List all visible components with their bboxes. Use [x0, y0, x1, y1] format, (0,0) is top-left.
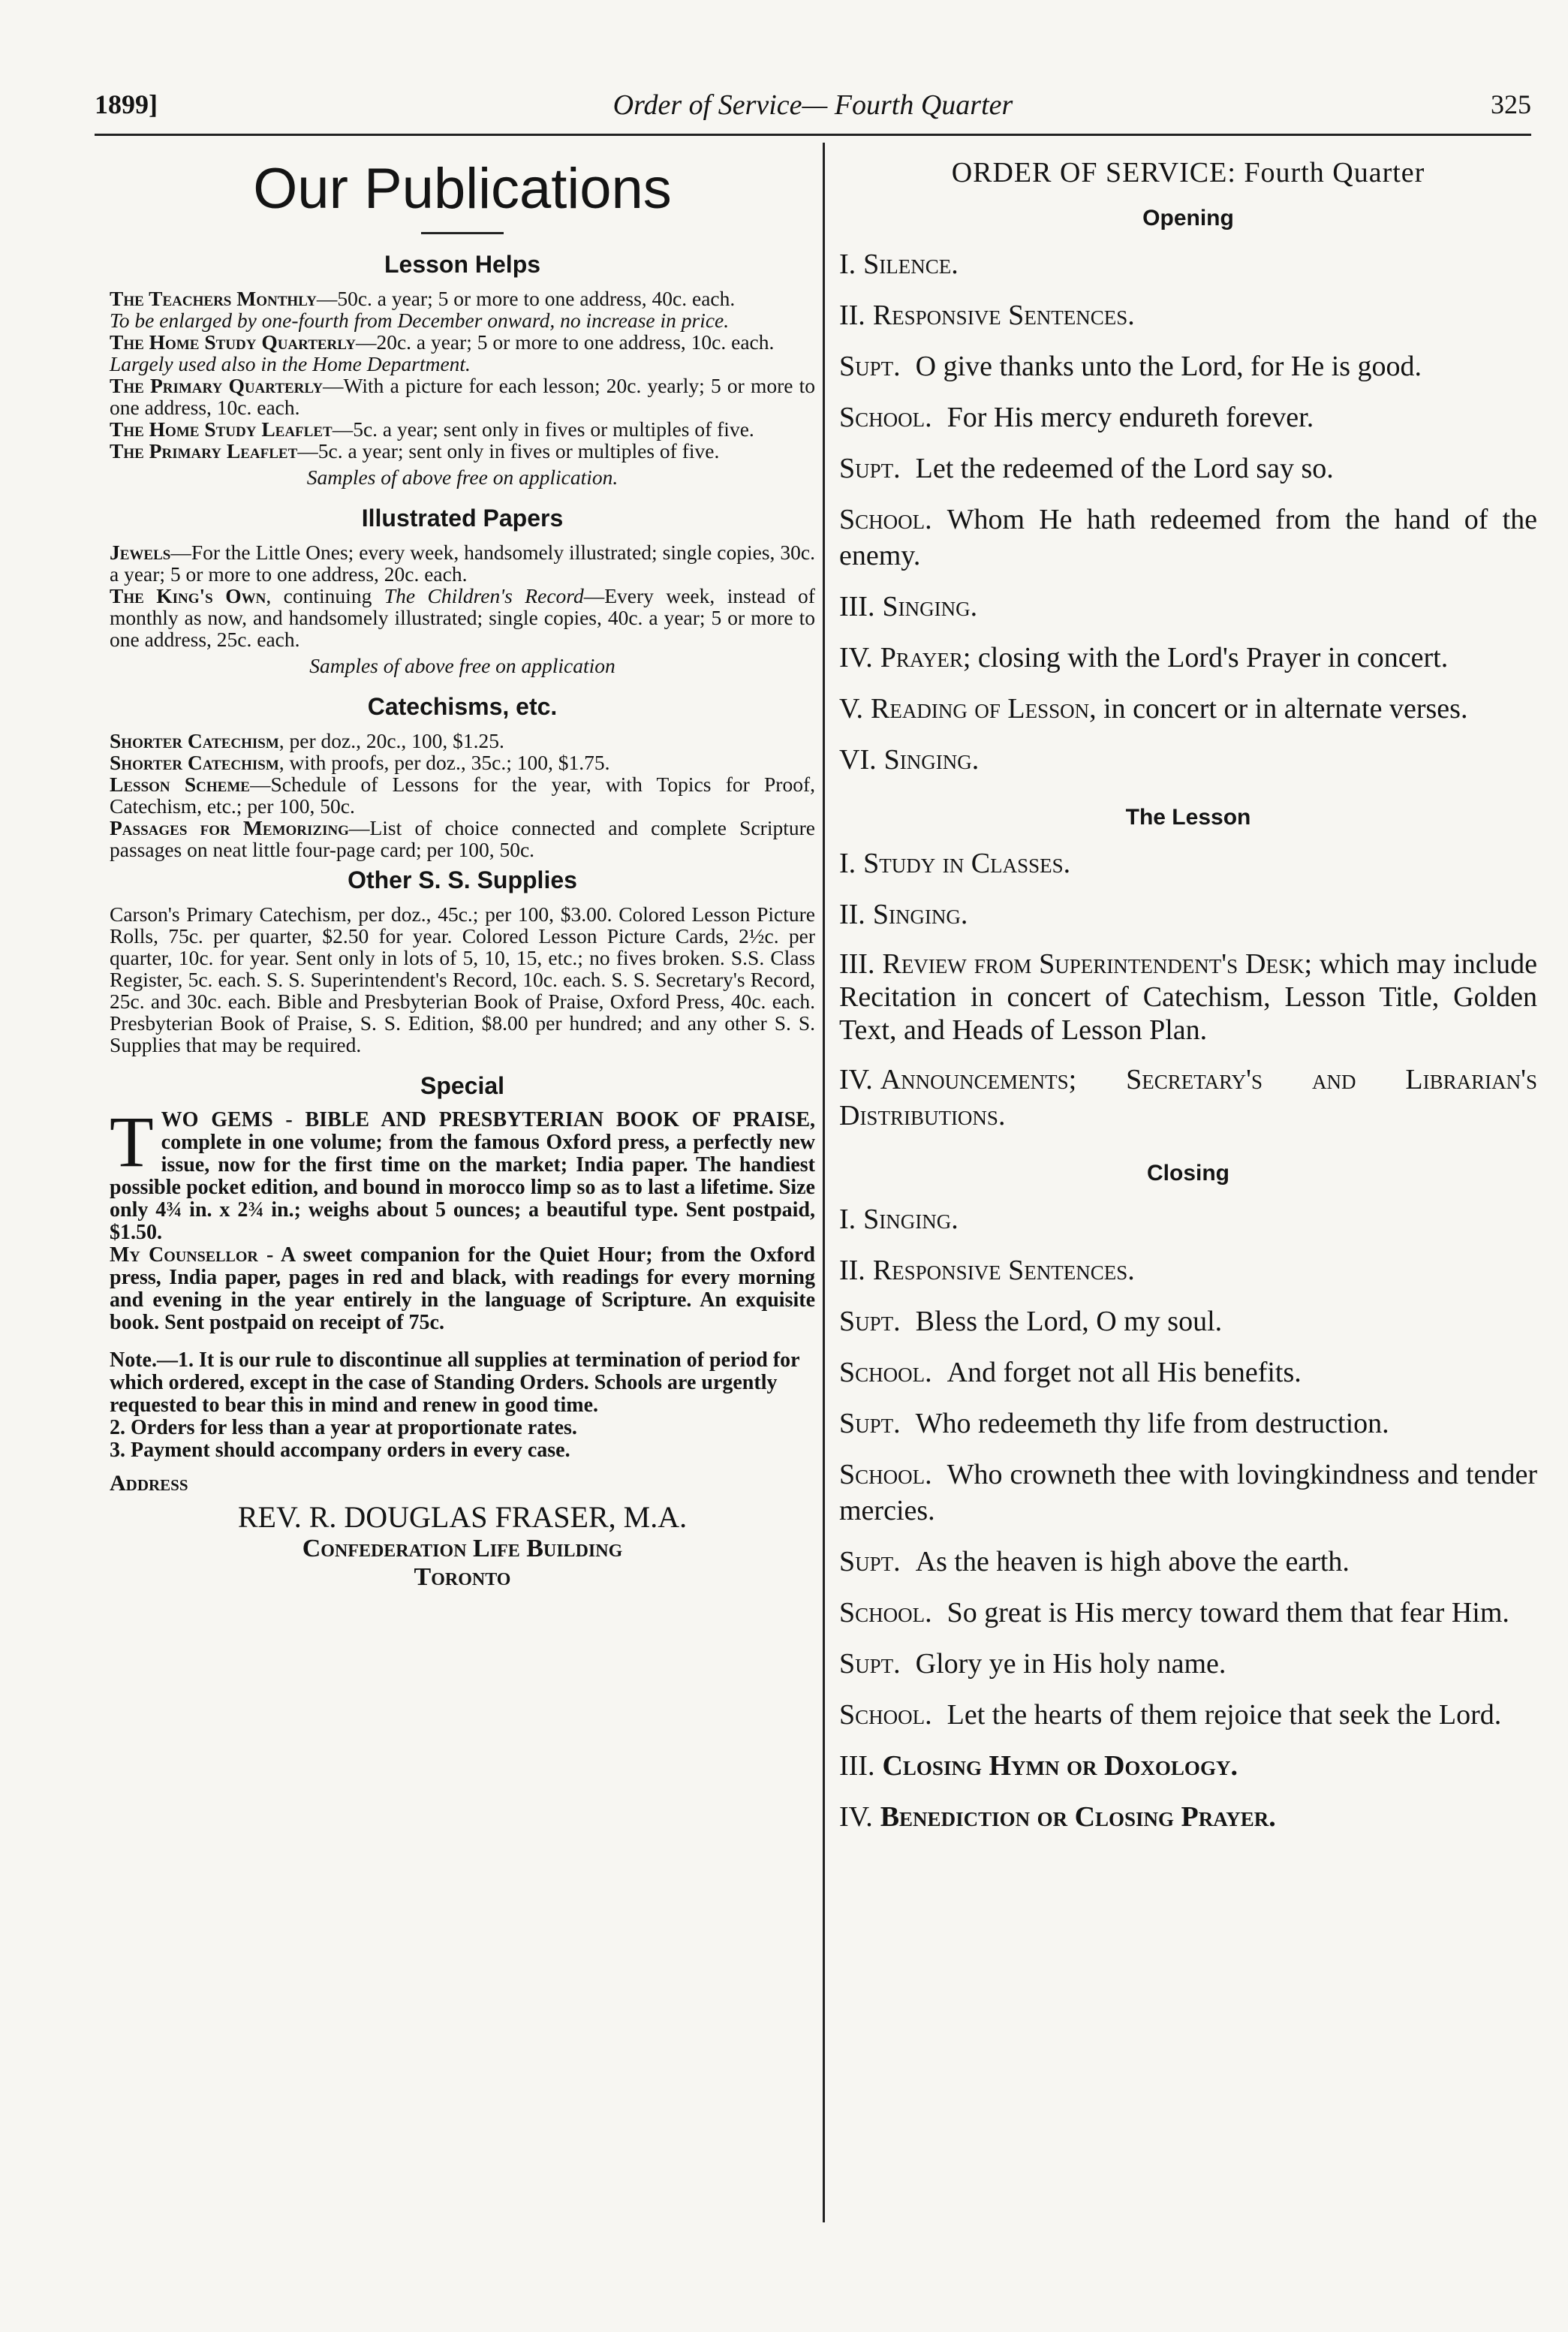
right-column [839, 150, 1537, 1850]
closing-response-7: Supt. Glory ye in His holy name. [839, 1648, 1226, 1680]
closing-response-2: School. And forget not all His benefits. [839, 1357, 1302, 1388]
opening-heading: Opening [1142, 206, 1234, 230]
closing-response-5: Supt. As the heaven is high above the earth. [839, 1546, 1350, 1577]
supplies-text: Carson's Primary Catechism, per doz., 45c.; per 100, $3.00. Colored Lesson Picture Rolls, 75c. per quarter, $2.50 for year. Colored Lesson Picture Cards, 2½c. per quarter, 10c. for year. Sent only in lots of 5, 10, 15, etc.; no fives broken. S.S. Class Register, 5c. each. S. S. Superintendent's Record, 10c. each. S. S. Secretary's Record, 25c. and 30c. each. Bible and Presbyterian Book of Praise, Oxford Press, 40c. each. Presbyterian Book of Praise, S. S. Edition, $8.00 per hundred; and any other S. S. Supplies that may be required. [110, 902, 815, 1056]
opening-item-4: IV. Prayer; closing with the Lord's Prayer in concert. [839, 642, 1449, 673]
closing-response-1: Supt. Bless the Lord, O my soul. [839, 1306, 1223, 1337]
lesson-item-4: IV. Announcements; Secretary's and Librarian's Distributions. [839, 1064, 1537, 1131]
my-counsellor: My Counsellor - A sweet companion for the Quiet Hour; from the Oxford press, India paper, pages in red and black, with readings for every morning and evening in the year entirely in the language of Scripture. An exquisite book. Sent postpaid on receipt of 75c. [110, 1243, 815, 1334]
illustrated-samples: Samples of above free on application [309, 654, 615, 677]
opening-response-2: School. For His mercy endureth forever. [839, 402, 1314, 433]
closing-response-6: School. So great is His mercy toward them that fear Him. [839, 1597, 1509, 1628]
opening-item-5: V. Reading of Lesson, in concert or in alternate verses. [839, 693, 1468, 725]
title-rule [421, 232, 504, 234]
passages-memorizing: Passages for Memorizing—List of choice connected and complete Scripture passages on neat little four-page card; per 100, 50c. [110, 816, 815, 861]
header-year: 1899] [95, 89, 158, 119]
lesson-helps-samples: Samples of above free on application. [306, 465, 618, 489]
order-of-service-title: ORDER OF SERVICE: Fourth Quarter [951, 157, 1425, 188]
opening-response-1: Supt. O give thanks unto the Lord, for He is good. [839, 351, 1422, 382]
closing-response-3: Supt. Who redeemeth thy life from destruction. [839, 1408, 1389, 1439]
address-building: Confederation Life Building [302, 1535, 623, 1562]
note-2: 2. Orders for less than a year at proportionate rates. [110, 1416, 577, 1439]
header-rule [95, 134, 1531, 136]
column-divider [823, 143, 825, 2222]
teachers-monthly-note: To be enlarged by one-fourth from December onward, no increase in price. [110, 309, 730, 332]
closing-heading: Closing [1147, 1161, 1229, 1186]
two-gems: TWO GEMS - BIBLE AND PRESBYTERIAN BOOK OF PRAISE, complete in one volume; from the famous Oxford press, a perfectly new issue, now for the first time on the market; India paper. The handiest possible pocket edition, and bound in morocco limp so as to last a lifetime. Size only 4¾ in. x 2¾ in.; weighs about 5 ounces; a beautiful type. Sent postpaid, $1.50. [110, 1101, 815, 1244]
jewels: Jewels—For the Little Ones; every week, handsomely illustrated; single copies, 30c. a year; 5 or more to one address, 20c. each. [110, 541, 815, 586]
home-study-quarterly-note: Largely used also in the Home Department. [110, 352, 471, 375]
address-city: Toronto [414, 1563, 511, 1591]
opening-response-4: School. Whom He hath redeemed from the hand of the enemy. [839, 504, 1537, 571]
closing-item-4: IV. Benediction or Closing Prayer. [839, 1801, 1276, 1833]
page-number: 325 [1491, 89, 1531, 119]
left-column [110, 150, 815, 1592]
primary-quarterly: The Primary Quarterly—With a picture for each lesson; 20c. yearly; 5 or more to one address, 10c. each. [110, 374, 815, 419]
notes [110, 1349, 815, 1462]
publications-title: Our Publications [253, 157, 672, 221]
primary-leaflet: The Primary Leaflet—5c. a year; sent only in fives or multiples of five. [110, 439, 720, 462]
dropcap: T [110, 1101, 154, 1182]
teachers-monthly: The Teachers Monthly—50c. a year; 5 or more to one address, 40c. each. [110, 287, 736, 310]
running-header [95, 89, 1531, 134]
closing-response-8: School. Let the hearts of them rejoice that seek the Lord. [839, 1699, 1502, 1731]
home-study-leaflet: The Home Study Leaflet—5c. a year; sent only in fives or multiples of five. [110, 417, 754, 441]
special-heading: Special [420, 1072, 505, 1099]
illustrated-papers-heading: Illustrated Papers [361, 505, 564, 532]
closing-response-4: School. Who crowneth thee with lovingkindness and tender mercies. [839, 1459, 1537, 1526]
home-study-quarterly: The Home Study Quarterly—20c. a year; 5 or more to one address, 10c. each. [110, 330, 775, 354]
opening-item-3: III. Singing. [839, 591, 978, 622]
shorter-catechism-proofs: Shorter Catechism, with proofs, per doz., 35c.; 100, $1.75. [110, 751, 610, 774]
opening-item-6: VI. Singing. [839, 744, 980, 776]
closing-item-2: II. Responsive Sentences. [839, 1255, 1135, 1286]
note-3: 3. Payment should accompany orders in every case. [110, 1439, 570, 1462]
opening-response-3: Supt. Let the redeemed of the Lord say so. [839, 453, 1334, 484]
lesson-item-2: II. Singing. [839, 899, 968, 930]
lesson-scheme: Lesson Scheme—Schedule of Lessons for the year, with Topics for Proof, Catechism, etc.; per 100, 50c. [110, 773, 815, 818]
note-1: Note.—1. It is our rule to discontinue all supplies at termination of period for which ordered, except in the case of Standing Orders. Schools are urgently requested to bear this in mind and renew in good time. [110, 1348, 800, 1417]
closing-item-1: I. Singing. [839, 1204, 959, 1235]
kings-own: The King's Own, continuing The Children's Record—Every week, instead of monthly as now, and handsomely illustrated; single copies, 40c. a year; 5 or more to one address, 25c. each. [110, 584, 815, 651]
catechisms-heading: Catechisms, etc. [367, 693, 558, 720]
lesson-item-3: III. Review from Superintendent's Desk; which may include Recitation in concert of Catechism, Lesson Title, Golden Text, and Heads of Lesson Plan. [839, 948, 1537, 1046]
closing-item-3: III. Closing Hymn or Doxology. [839, 1750, 1238, 1782]
opening-item-1: I. Silence. [839, 249, 959, 280]
supplies-heading: Other S. S. Supplies [348, 866, 577, 893]
header-title: Order of Service— Fourth Quarter [612, 89, 1013, 121]
lesson-helps-heading: Lesson Helps [384, 251, 541, 278]
opening-item-2: II. Responsive Sentences. [839, 300, 1135, 331]
lesson-heading: The Lesson [1125, 805, 1251, 830]
lesson-item-1: I. Study in Classes. [839, 848, 1071, 879]
address-name: REV. R. DOUGLAS FRASER, M.A. [237, 1500, 688, 1534]
shorter-catechism: Shorter Catechism, per doz., 20c., 100, $1.25. [110, 729, 504, 752]
address-label: Address [110, 1471, 188, 1496]
